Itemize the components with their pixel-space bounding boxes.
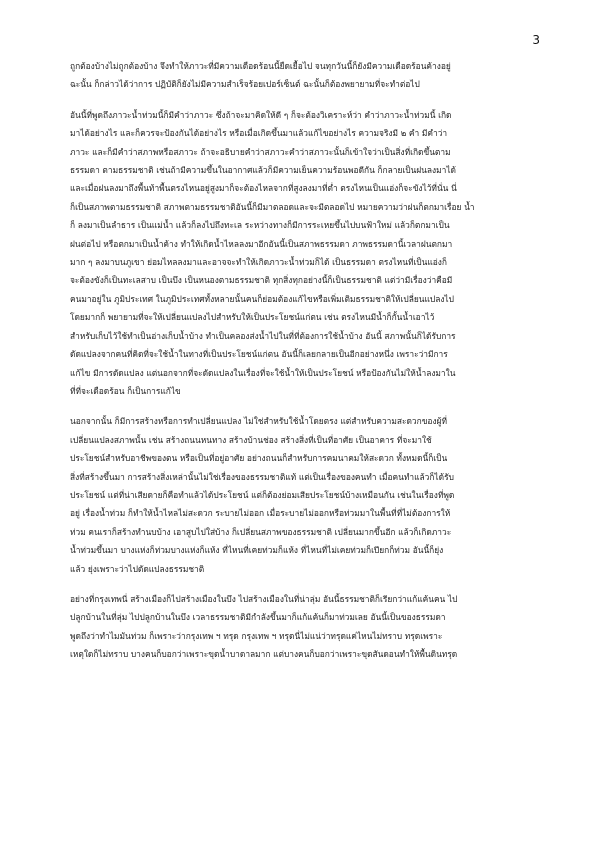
text-line: เหตุใดก็ไม่ทราบ บางคนก็บอกว่าเพราะขุดน้ำบาดาลมาก แต่บางคนก็บอกว่าเพราะขุดสันดอนทำให้พื้นดินทรุด [70,649,458,660]
text-line: ธรรมดา ตามธรรมชาติ เช่นถ้ามีความขึ้นในอากาศแล้วก็มีความเย็นความร้อนพอดีกัน ก็กลายเป็นฝนลงมาได้ [70,165,456,176]
text-line: ก็ ลงมาเป็นลำธาร เป็นแม่น้ำ แล้วก็ลงไปถึงทะเล ระหว่างทางก็มีการระเหยขึ้นไปบนฟ้าใหม่ แล้วก็ตกมาเป็น [70,220,450,231]
page-number: 3 [532,33,540,47]
text-line: และเมื่อฝนลงมาถึงพื้นท้าพื้นตรงไหนอยู่สูงมาก็จะต้องไหลจากที่สูงลงมาที่ต่ำ ตรงไหนเป็นแอ่งก็จะขังไว้ที่นั่น นี่ [70,183,457,194]
text-line: มาก ๆ ลงมาบนภูเขา ย่อมไหลลงมาและอาจจะทำให้เกิดภาวะน้ำท่วมก็ได้ เป็นธรรมดา ตรงไหนที่เป็นแอ่งก็ [70,257,447,268]
text-line: เปลี่ยนแปลงสภาพนั้น เช่น สร้างถนนหนทาง สร้างบ้านช่อง สร้างสิ่งที่เป็นที่อาศัย เป็นอาคาร ที่จะมาใช้ [70,434,432,445]
text-line: สิ่งที่สร้างขึ้นมา การสร้างสิ่งเหล่านั้นไม่ใช่เรื่องของธรรมชาติแท้ แต่เป็นเรื่องของคนทำ เมื่อคนทำแล้วก็ได้รับ [70,471,454,482]
text-line: ก็เป็นสภาพตามธรรมชาติ สภาพตามธรรมชาติอันนี้ก็มีมาตลอดและจะมีตลอดไป หมายความว่าฝนก็ตกมาเรื่อย น้ำ [70,201,475,212]
text-line: ประโยชน์สำหรับอาชีพของตน หรือเป็นที่อยู่อาศัย อย่างถนนก็สำหรับการคมนาคมให้สะดวก ทั้งหมดนี้ก็เป็น [70,453,448,464]
text-line: คนมาอยู่ใน ภูมิประเทศ ในภูมิประเทศทั้งหลายนั้นคนก็ย่อมต้องแก้ไขหรือเพิ่มเติมธรรมชาติให้เปลี่ยนแปลงไป [70,293,454,304]
text-line: ภาวะ และก็มีคำว่าสภาพหรือสภาวะ ถ้าจะอธิบายคำว่าสภาวะคำว่าสภาวะนั้นก็เข้าใจว่าเป็นสิ่งที่เกิดขึ้นตาม [70,146,451,157]
paragraph [70,57,540,94]
text-line: ที่ที่จะเดือดร้อน ก็เป็นการแก้ไข [70,385,181,396]
text-line: สำหรับเก็บไว้ใช้ทำเป็นอ่างเก็บน้ำบ้าง ทำเป็นคลองส่งน้ำไปในที่ที่ต้องการใช้น้ำบ้าง อันนี้ สภาพนั้นก็ได้รับการ [70,330,456,341]
text-line: โดยมากก็ พยายามที่จะให้เปลี่ยนแปลงไปสำหรับให้เป็นประโยชน์แก่ตน เช่น ตรงไหนมีน้ำก็กั้นน้ำเอาไว้ [70,312,435,323]
text-line: ปลูกบ้านในที่ลุ่ม ไปปลูกบ้านในบึง เวลาธรรมชาติมีกำลังขึ้นมาก็แก้แค้นก็มาท่วมเลย อันนี้เป็นของธรรมดา [70,612,446,623]
body-text [70,57,540,676]
text-line: มาได้อย่างไร และก็ควรจะป้องกันได้อย่างไร หรือเมื่อเกิดขึ้นมาแล้วแก้ไขอย่างไร ความจริงมี ๒ คำ มีคำว่า [70,128,448,139]
text-line: ถูกต้องบ้างไม่ถูกต้องบ้าง จึงทำให้ภาวะที่มีความเดือดร้อนนี้ยืดเยื้อไป จนทุกวันนี้ก็ยังมีความเดือดร้อนค้างอยู่ [70,61,451,71]
text-line: แล้ว ยุ่งเพราะว่าไปดัดแปลงธรรมชาติ [70,563,205,574]
text-line: นอกจากนั้น ก็มีการสร้างหรือการทำเปลี่ยนแปลง ไม่ใช่สำหรับใช้น้ำโดยตรง แต่สำหรับความสะดวกของผู้ที่ [70,416,447,427]
text-line: ประโยชน์ แต่ที่น่าเสียดายก็คือทำแล้วได้ประโยชน์ แต่ก็ต้องย่อมเสียประโยชน์บ้างเหมือนกัน เช่นในเรื่องที่พูด [70,489,455,500]
text-line: อันนี้ที่พูดถึงภาวะน้ำท่วมนี้ก็มีคำว่าภาวะ ซึ่งถ้าจะมาคิดให้ดี ๆ ก็จะต้องวิเคราะห์ว่า คำว่าภาวะน้ำท่วมนี้ เกิด [70,109,452,120]
text-line: อย่างที่กรุงเทพนี่ สร้างเมืองก็ไปสร้างเมืองในบึง ไปสร้างเมืองในที่น่าลุ่ม อันนี้ธรรมชาติก็เรียกว่าแก้แค้นคน ไป [70,593,458,604]
text-line: ฝนต่อไป หรือตกมาเป็นน้ำค้าง ทำให้เกิดน้ำไหลลงมาอีกอันนี้เป็นสภาพธรรมดา ภาพธรรมดานี้เวลาฝนตกมา [70,238,453,249]
text-line: น้ำท่วมขึ้นมา บางแห่งก็ท่วมบางแห่งก็แห้ง ที่ไหนที่เคยท่วมก็แห้ง ที่ไหนที่ไม่เคยท่วมก็เปียกก็ท่วม อันนี้ก็ยุ่ง [70,545,444,556]
text-line: ท่วม คนเราก็สร้างทำนบบ้าง เอาสูบไปใส่บ้าง ก็เปลี่ยนสภาพของธรรมชาติ เปลี่ยนมากขึ้นอีก แล้วก็เกิดภาวะ [70,526,452,537]
text-line: ฉะนั้น ก็กล่าวได้ว่าการ ปฏิบัติก็ยังไม่มีความสำเร็จร้อยเปอร์เซ็นต์ ฉะนั้นก็ต้องพยายามที่จะทำต่อไป [70,79,420,90]
paragraph [70,412,540,578]
text-line: ดัดแปลงจากคนที่คิดที่จะใช้น้ำในทางที่เป็นประโยชน์แก่ตน อันนี้ก็เลยกลายเป็นอีกอย่างหนึ่ง เพราะว่ามีการ [70,349,448,360]
text-line: จะต้องขังก็เป็นทะเลสาบ เป็นบึง เป็นหนองตามธรรมชาติ ทุกสิ่งทุกอย่างนี้ก็เป็นธรรมชาติ แต่ว่ามีเรื่องว่าคือมี [70,275,453,286]
text-line: พูดถึงว่าทำไมมันท่วม ก็เพราะว่ากรุงเทพ ฯ ทรุด กรุงเทพ ฯ ทรุดนี่ไม่แน่ว่าทรุดแค่ไหนไม่ทราบ ทรุดเพราะ [70,630,443,641]
text-line: อยู่ เรื่องน้ำท่วม ก็ทำให้น้ำไหลไม่สะดวก ระบายไม่ออก เมื่อระบายไม่ออกหรือท่วมมาในพื้นที่ที่ไม่ต้องการให้ [70,508,451,519]
paragraph [70,590,540,664]
text-line: แก้ไข มีการดัดแปลง แต่นอกจากที่จะดัดแปลงในเรื่องที่จะใช้น้ำให้เป็นประโยชน์ หรือป้องกันไม่ให้น้ำลงมาใน [70,367,456,378]
paragraph [70,106,540,401]
